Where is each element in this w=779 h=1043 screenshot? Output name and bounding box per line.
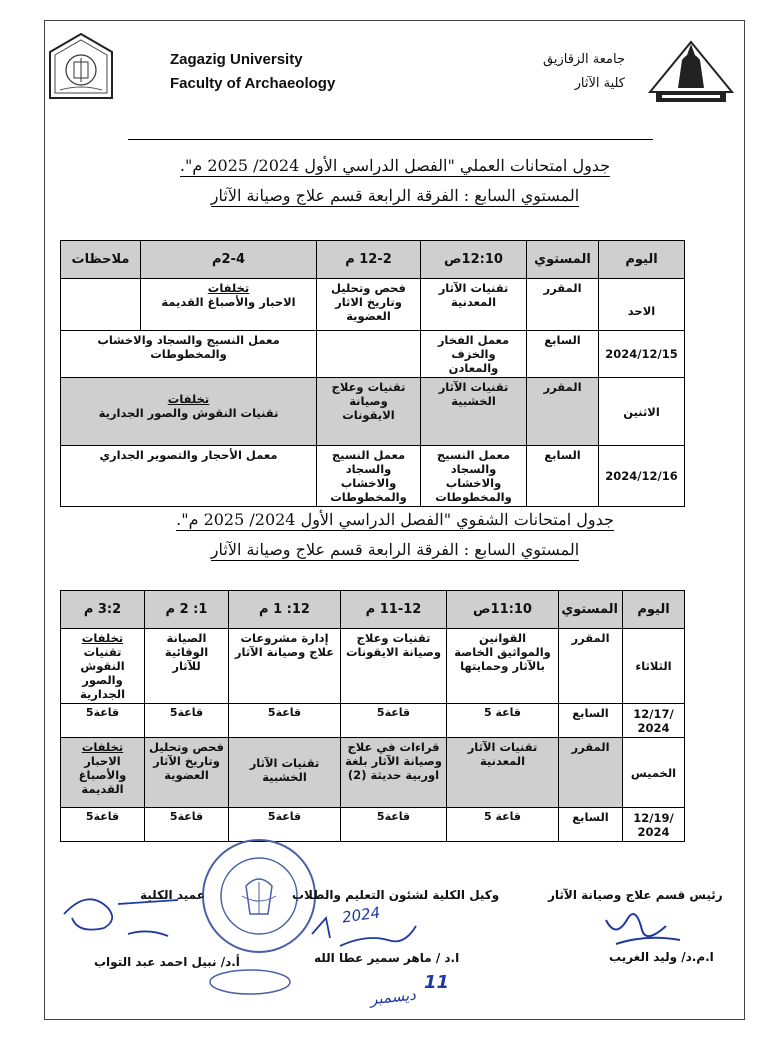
room-cell: قاعة5	[341, 704, 447, 738]
exam-cell: تقنيات الآثار الخشبية	[229, 738, 341, 808]
header-cell: اليوم	[623, 591, 685, 629]
head-of-dept-name: ا.م.د/ وليد الغريب	[609, 950, 714, 964]
exam-course: تقنيات النقوش والصور الجدارية	[79, 645, 126, 701]
header-cell: ملاحظات	[61, 241, 141, 279]
room-cell: قاعة5	[229, 808, 341, 842]
level-cell: السابع	[559, 704, 623, 738]
header-cell: 1: 2 م	[145, 591, 229, 629]
handwritten-month: ديسمبر	[369, 985, 417, 1009]
date-cell: 2024/12/15	[599, 331, 685, 378]
room-cell: قاعة5	[145, 808, 229, 842]
practical-title: جدول امتحانات العملي "الفصل الدراسي الأول 2024/ 2025 م".	[179, 156, 611, 175]
exam-cell: قراءات في علاج وصيانة الآثار بلغة اوربية حديثة (2)	[341, 738, 447, 808]
university-name-ar	[535, 48, 625, 96]
faculty-archaeology-logo	[648, 38, 734, 106]
table-row	[61, 629, 685, 704]
vice-dean-title: وكيل الكلية لشئون التعليم والطلاب	[292, 888, 500, 902]
exam-cell: القوانين والمواثيق الخاصة بالآثار وحمايتها	[447, 629, 559, 704]
day-cell: الخميس	[623, 738, 685, 808]
oral-title: جدول امتحانات الشفوي "الفصل الدراسي الأول 2024/ 2025 م".	[176, 510, 614, 529]
day-cell: الثلاثاء	[623, 629, 685, 704]
level-cell: السابع	[559, 808, 623, 842]
day-cell: الاثنين	[599, 378, 685, 446]
handwritten-date: 2024	[340, 903, 382, 927]
dean-name: أ.د/ نبيل احمد عبد التواب	[94, 955, 240, 969]
room-cell: قاعة5	[229, 704, 341, 738]
exam-cell: فحص وتحليل وتاريخ الآثار العضوية	[145, 738, 229, 808]
exam-cell: الصيانة الوقائية للآثار	[145, 629, 229, 704]
table-row	[61, 331, 685, 378]
room-cell: قاعة 5	[447, 704, 559, 738]
room-cell: قاعة 5	[447, 808, 559, 842]
date-part: /12/17	[633, 706, 674, 721]
university-name-en	[170, 48, 335, 96]
backlog-label: تخلفات	[81, 631, 124, 645]
exam-cell: فحص وتحليل وتاريخ الاثار العضوية	[317, 279, 421, 331]
level-cell: المقرر	[559, 629, 623, 704]
lab-cell: معمل الأحجار والتصوير الجداري	[61, 446, 317, 507]
room-cell: قاعة5	[61, 704, 145, 738]
notes-cell	[61, 279, 141, 331]
exam-cell: تقنيات وعلاج وصيانة الايقونات	[317, 378, 421, 446]
exam-cell: تقنيات الآثار المعدنية	[447, 738, 559, 808]
oral-subtitle: المستوي السابع : الفرقة الرابعة قسم علاج وصيانة الآثار	[210, 540, 580, 559]
date-cell: 2024/12/16	[599, 446, 685, 507]
header-cell: 2-4م	[141, 241, 317, 279]
backlog-label: تخلفات	[81, 740, 124, 754]
stamp-number-scribble	[206, 966, 296, 998]
date-cell	[623, 808, 685, 842]
exam-cell: تقنيات الآثار المعدنية	[421, 279, 527, 331]
exam-cell: تقنيات الآثار الخشبية	[421, 378, 527, 446]
head-of-dept-signature	[596, 900, 686, 950]
lab-cell: معمل الفخار والخزف والمعادن	[421, 331, 527, 378]
practical-subtitle: المستوي السابع : الفرقة الرابعة قسم علاج وصيانة الآثار	[210, 186, 580, 205]
room-cell: قاعة5	[145, 704, 229, 738]
level-cell: السابع	[527, 446, 599, 507]
faculty-en: Faculty of Archaeology	[170, 75, 336, 92]
dean-signature	[58, 884, 188, 944]
exam-course: تقنيات النقوش والصور الجدارية	[98, 406, 279, 420]
table-row	[61, 704, 685, 738]
faculty-ar: كلية الآثار	[574, 76, 625, 91]
header-cell: 12:10ص	[421, 241, 527, 279]
exam-course: الاحبار والأصباغ القديمة	[161, 295, 296, 309]
table-row	[61, 446, 685, 507]
date-part: 2024	[637, 720, 670, 735]
head-of-dept-title: رئيس قسم علاج وصيانة الآثار	[548, 888, 723, 902]
header-cell: 11:10ص	[447, 591, 559, 629]
exam-cell: تقنيات وعلاج وصيانة الايقونات	[341, 629, 447, 704]
university-en: Zagazig University	[170, 51, 303, 68]
header-cell: المستوي	[527, 241, 599, 279]
exam-cell	[141, 279, 317, 331]
oral-exam-table	[60, 590, 685, 842]
backlog-label: تخلفات	[167, 392, 210, 406]
lab-cell: معمل النسيج والسجاد والاخشاب والمخطوطات	[317, 446, 421, 507]
header-cell: اليوم	[599, 241, 685, 279]
day-cell: الاحد	[599, 279, 685, 331]
level-cell: المقرر	[527, 279, 599, 331]
level-cell: المقرر	[527, 378, 599, 446]
date-part: 2024	[637, 824, 670, 839]
date-cell	[623, 704, 685, 738]
university-ar: جامعة الزقازيق	[543, 52, 625, 67]
table-header-row	[61, 241, 685, 279]
header-cell: 11-12 م	[341, 591, 447, 629]
exam-cell	[61, 378, 317, 446]
lab-cell	[317, 331, 421, 378]
exam-cell: إدارة مشروعات علاج وصيانة الآثار	[229, 629, 341, 704]
exam-cell	[61, 738, 145, 808]
header-cell: 12: 1 م	[229, 591, 341, 629]
header-cell: 3:2 م	[61, 591, 145, 629]
table-row	[61, 279, 685, 331]
room-cell: قاعة5	[61, 808, 145, 842]
zagazig-university-logo	[46, 32, 116, 102]
room-cell: قاعة5	[341, 808, 447, 842]
vice-dean-name: ا.د / ماهر سمير عطا الله	[314, 951, 460, 965]
table-row	[61, 738, 685, 808]
lab-cell: معمل النسيج والسجاد والاخشاب والمخطوطات	[61, 331, 317, 378]
exam-course: الاحبار والأصباغ القديمة	[78, 754, 127, 796]
level-cell: المقرر	[559, 738, 623, 808]
practical-exam-table	[60, 240, 685, 507]
exam-cell	[61, 629, 145, 704]
level-cell: السابع	[527, 331, 599, 378]
table-row	[61, 378, 685, 446]
dean-title: عميد الكلية	[140, 888, 205, 902]
backlog-label: تخلفات	[207, 281, 250, 295]
table-row	[61, 808, 685, 842]
table-header-row	[61, 591, 685, 629]
vice-dean-signature	[306, 906, 426, 966]
header-cell: المستوي	[559, 591, 623, 629]
header-rule	[128, 139, 653, 140]
handwritten-number: 11	[424, 972, 450, 993]
lab-cell: معمل النسيج والسجاد والاخشاب والمخطوطات	[421, 446, 527, 507]
header-cell: 12-2 م	[317, 241, 421, 279]
date-part: /12/19	[633, 810, 674, 825]
